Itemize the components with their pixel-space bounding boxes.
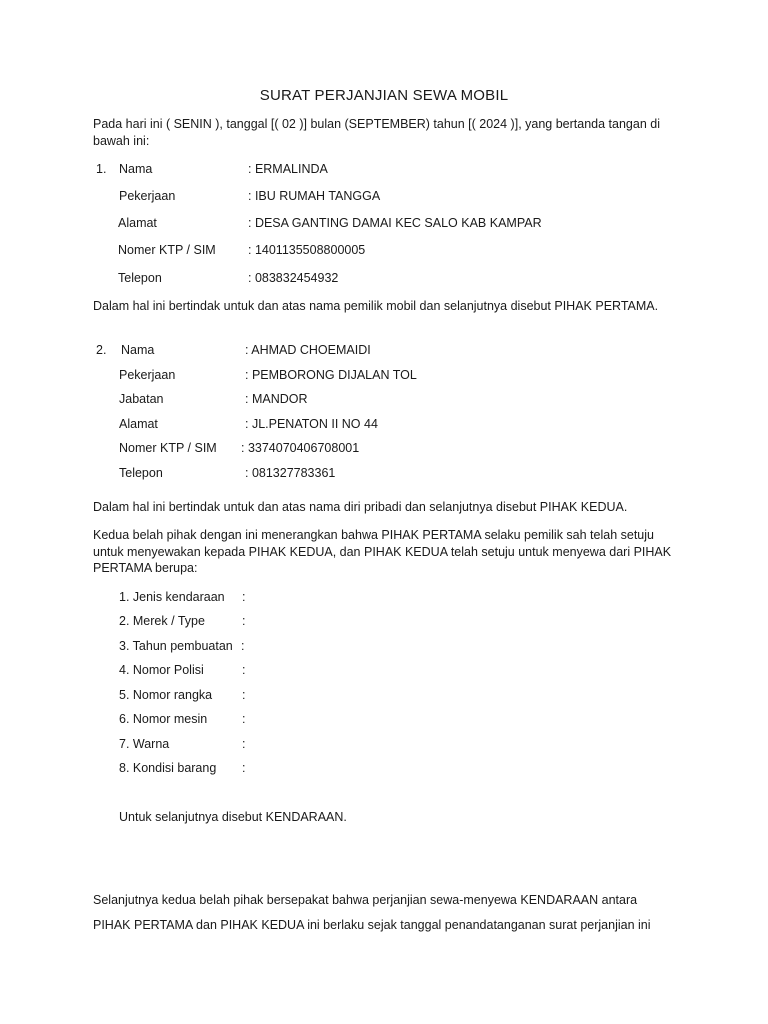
party1-label-ktp: Nomer KTP / SIM	[118, 243, 216, 257]
party1-value-nama: : ERMALINDA	[248, 162, 328, 176]
vehicle-item-colon: :	[242, 737, 246, 751]
vehicle-item-colon: :	[242, 663, 246, 677]
vehicle-item-label: 3. Tahun pembuatan	[119, 639, 233, 653]
vehicle-item-label: 5. Nomor rangka	[119, 688, 213, 702]
vehicle-item-colon: :	[242, 688, 246, 702]
party1-value-telepon: : 083832454932	[248, 271, 339, 285]
party2-number: 2.	[96, 343, 107, 357]
vehicle-item-colon: :	[242, 712, 246, 726]
party2-value-jabatan: : MANDOR	[245, 392, 308, 406]
document-title: SURAT PERJANJIAN SEWA MOBIL	[259, 87, 509, 104]
party1-label-pekerjaan: Pekerjaan	[119, 189, 176, 203]
agreement-paragraph: Kedua belah pihak dengan ini menerangkan bahwa PIHAK PERTAMA selaku pemilik sah telah setuju untuk menyewakan kepada PIHAK KEDUA, dan PIHAK KEDUA telah setuju untuk menyewa dari PIHAK PERTAMA berupa:	[93, 528, 672, 575]
party2-label-alamat: Alamat	[119, 417, 158, 431]
party2-value-nama: : AHMAD CHOEMAIDI	[245, 343, 371, 357]
vehicle-item-label: 7. Warna	[119, 737, 170, 751]
party1-number: 1.	[96, 162, 107, 176]
vehicle-note: Untuk selanjutnya disebut KENDARAAN.	[119, 810, 347, 824]
vehicle-item-label: 2. Merek / Type	[119, 614, 205, 628]
vehicle-item-colon: :	[242, 761, 246, 775]
party2-value-ktp: : 3374070406708001	[241, 441, 360, 455]
closing-line-1: Selanjutnya kedua belah pihak bersepakat bahwa perjanjian sewa-menyewa KENDARAAN antara	[93, 893, 638, 907]
party2-label-nama: Nama	[121, 343, 155, 357]
vehicle-item-colon: :	[242, 590, 246, 604]
party2-value-pekerjaan: : PEMBORONG DIJALAN TOL	[245, 368, 417, 382]
vehicle-item-colon: :	[242, 614, 246, 628]
vehicle-item-label: 8. Kondisi barang	[119, 761, 217, 775]
party2-label-pekerjaan: Pekerjaan	[119, 368, 176, 382]
vehicle-item-colon: :	[241, 639, 245, 653]
party1-value-pekerjaan: : IBU RUMAH TANGGA	[248, 189, 381, 203]
party1-label-alamat: Alamat	[118, 216, 157, 230]
party2-label-telepon: Telepon	[119, 466, 163, 480]
party2-value-alamat: : JL.PENATON II NO 44	[245, 417, 378, 431]
party2-value-telepon: : 081327783361	[245, 466, 336, 480]
vehicle-item-label: 1. Jenis kendaraan	[119, 590, 225, 604]
party2-label-ktp: Nomer KTP / SIM	[119, 441, 217, 455]
intro-paragraph: Pada hari ini ( SENIN ), tanggal [( 02 )] bulan (SEPTEMBER) tahun [( 2024 )], yang bertanda tangan di bawah ini:	[93, 117, 660, 148]
vehicle-item-label: 4. Nomor Polisi	[119, 663, 204, 677]
party1-label-telepon: Telepon	[118, 271, 162, 285]
party1-value-ktp: : 1401135508800005	[248, 243, 366, 257]
party1-statement: Dalam hal ini bertindak untuk dan atas nama pemilik mobil dan selanjutnya disebut PIHAK PERTAMA.	[93, 299, 659, 313]
party2-statement: Dalam hal ini bertindak untuk dan atas nama diri pribadi dan selanjutnya disebut PIHAK KEDUA.	[93, 500, 628, 514]
party1-value-alamat: : DESA GANTING DAMAI KEC SALO KAB KAMPAR	[248, 216, 542, 230]
party2-label-jabatan: Jabatan	[119, 392, 164, 406]
vehicle-item-label: 6. Nomor mesin	[119, 712, 208, 726]
closing-line-2: PIHAK PERTAMA dan PIHAK KEDUA ini berlaku sejak tanggal penandatanganan surat perjanjian ini	[93, 918, 651, 932]
party1-label-nama: Nama	[119, 162, 153, 176]
